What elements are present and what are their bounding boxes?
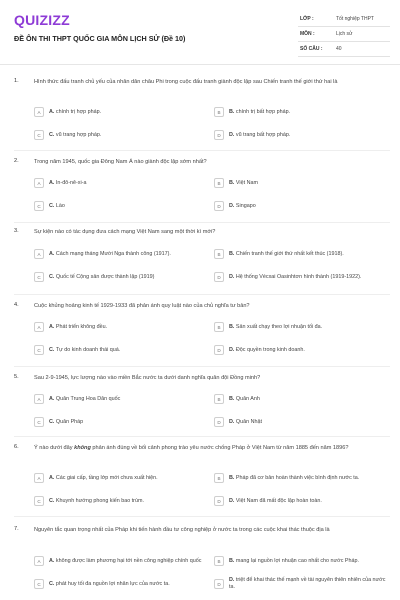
option-label: D. <box>229 577 235 584</box>
meta-label: SỐ CÂU : <box>300 46 323 52</box>
header-divider <box>0 64 400 65</box>
question-number: 2. <box>14 158 19 164</box>
question-number: 1. <box>14 78 19 84</box>
option-letter-box: B <box>214 249 224 259</box>
option-letter-box: C <box>34 201 44 211</box>
option-letter-box: A <box>34 556 44 566</box>
option-letter-box: B <box>214 556 224 566</box>
option-text: Phát triển không đều. <box>55 323 108 330</box>
option-d[interactable] <box>214 127 390 143</box>
option-a[interactable] <box>34 246 210 262</box>
option-d[interactable] <box>214 576 390 592</box>
option-text: Tự do kinh doanh thái quá. <box>55 346 121 353</box>
option-label: A. <box>49 179 55 186</box>
option-b[interactable] <box>214 391 390 407</box>
option-c[interactable] <box>34 576 210 592</box>
option-label: A. <box>49 395 55 402</box>
option-letter-box: A <box>34 107 44 117</box>
option-text: Hệ thống Vécxai Oasinhtơn hình thành (1919-1922). <box>235 273 362 280</box>
option-text: Singapo <box>235 202 256 209</box>
option-label: C. <box>49 131 55 138</box>
question-divider <box>14 150 390 151</box>
option-label: D. <box>229 346 235 353</box>
option-letter-box: D <box>214 579 224 589</box>
question-divider <box>14 222 390 223</box>
option-letter-box: C <box>34 496 44 506</box>
option-label: A. <box>49 108 55 115</box>
option-a[interactable] <box>34 553 210 569</box>
exam-title: ĐỀ ÔN THI THPT QUỐC GIA MÔN LỊCH SỬ (Đề 10) <box>14 34 186 43</box>
option-text: chính trị bất hợp pháp. <box>235 108 291 115</box>
option-letter-box: D <box>214 272 224 282</box>
meta-row-count <box>298 42 390 57</box>
option-d[interactable] <box>214 493 390 509</box>
option-b[interactable] <box>214 246 390 262</box>
option-b[interactable] <box>214 175 390 191</box>
meta-value: 40 <box>336 46 342 52</box>
option-label: D. <box>229 131 235 138</box>
question-number: 4. <box>14 302 19 308</box>
option-letter-box: B <box>214 473 224 483</box>
option-letter-box: C <box>34 272 44 282</box>
option-label: C. <box>49 580 55 587</box>
option-a[interactable] <box>34 470 210 486</box>
option-letter-box: B <box>214 107 224 117</box>
option-label: A. <box>49 474 55 481</box>
option-letter-box: B <box>214 322 224 332</box>
option-b[interactable] <box>214 104 390 120</box>
meta-label: MÔN : <box>300 31 315 37</box>
option-letter-box: A <box>34 178 44 188</box>
option-text: Sản xuất chạy theo lợi nhuận tối đa. <box>235 323 323 330</box>
option-text: không được làm phương hại tới nền công nghiệp chính quốc <box>55 557 202 564</box>
option-text: phát huy tối đa nguồn lợi nhân lực của nước ta. <box>55 580 170 587</box>
option-label: A. <box>49 323 55 330</box>
option-c[interactable] <box>34 414 210 430</box>
option-label: C. <box>49 497 55 504</box>
option-letter-box: D <box>214 496 224 506</box>
question-emphasis: không <box>74 445 91 451</box>
option-d[interactable] <box>214 198 390 214</box>
quizizz-logo: QUIZIZZ <box>14 12 70 28</box>
option-label: D. <box>229 497 235 504</box>
question-text: Cuộc khủng hoảng kinh tế 1929-1933 đã phản ánh quy luật nào của chủ nghĩa tư bản? <box>34 303 250 309</box>
question-number: 3. <box>14 228 19 234</box>
question-number: 7. <box>14 526 19 532</box>
option-label: B. <box>229 250 235 257</box>
option-text: mang lại nguồn lợi nhuận cao nhất cho nước Pháp. <box>235 557 359 564</box>
option-letter-box: D <box>214 345 224 355</box>
meta-row-subject <box>298 27 390 42</box>
question-text: Trong năm 1945, quốc gia Đông Nam Á nào giành độc lập sớm nhất? <box>34 159 207 165</box>
option-letter-box: B <box>214 178 224 188</box>
option-label: C. <box>49 202 55 209</box>
option-text: Chiến tranh thế giới thứ nhất kết thúc (1918). <box>235 250 344 257</box>
question-divider <box>14 366 390 367</box>
option-text: Quân Nhật <box>235 418 262 425</box>
question-number: 5. <box>14 374 19 380</box>
question-text: Ý nào dưới đây không phản ánh đúng về bối cảnh phong trào yêu nước chống Pháp ở Việt Nam từ năm 1885 đến năm 1896? <box>34 445 349 451</box>
option-c[interactable] <box>34 493 210 509</box>
option-a[interactable] <box>34 319 210 335</box>
option-label: B. <box>229 108 235 115</box>
option-text: vũ trang hợp pháp. <box>55 131 102 138</box>
option-d[interactable] <box>214 414 390 430</box>
question-divider <box>14 436 390 437</box>
meta-value: Tốt nghiệp THPT <box>336 16 374 22</box>
option-label: B. <box>229 395 235 402</box>
option-text: Quân Anh <box>235 395 260 402</box>
option-b[interactable] <box>214 470 390 486</box>
option-label: A. <box>49 250 55 257</box>
option-text: Pháp đã cơ bản hoàn thành việc bình định nước ta. <box>235 474 360 481</box>
question-text: Hình thức đấu tranh chủ yếu của nhân dân châu Phi trong cuộc đấu tranh giành độc lập sau Chiến tranh thế giới thứ hai là <box>34 79 338 85</box>
option-label: D. <box>229 273 235 280</box>
option-text: chính trị hợp pháp. <box>55 108 102 115</box>
option-letter-box: A <box>34 473 44 483</box>
option-text: Lào <box>55 202 65 209</box>
option-label: C. <box>49 346 55 353</box>
option-text: vũ trang bất hợp pháp. <box>235 131 291 138</box>
option-c[interactable] <box>34 198 210 214</box>
option-label: B. <box>229 474 235 481</box>
option-letter-box: C <box>34 345 44 355</box>
option-c[interactable] <box>34 127 210 143</box>
option-text: In-đô-nê-xi-a <box>55 179 87 186</box>
option-b[interactable] <box>214 319 390 335</box>
option-label: B. <box>229 179 235 186</box>
option-label: B. <box>229 557 235 564</box>
option-label: A. <box>49 557 55 564</box>
option-text: Độc quyền trong kinh doanh. <box>235 346 305 353</box>
option-text: Việt Nam đã mất độc lập hoàn toàn. <box>235 497 322 504</box>
option-text: Quốc tế Cộng sản được thành lập (1919) <box>55 273 155 280</box>
meta-value: Lịch sử <box>336 31 353 37</box>
option-letter-box: D <box>214 417 224 427</box>
meta-row-class <box>298 12 390 27</box>
option-d[interactable] <box>214 269 390 285</box>
option-text: Khuynh hướng phong kiến bao trùm. <box>55 497 144 504</box>
option-c[interactable] <box>34 269 210 285</box>
option-a[interactable] <box>34 391 210 407</box>
option-text: Các giai cấp, tầng lớp mới chưa xuất hiện. <box>55 474 158 481</box>
option-letter-box: C <box>34 130 44 140</box>
option-label: C. <box>49 418 55 425</box>
option-text: Việt Nam <box>235 179 258 186</box>
option-letter-box: C <box>34 417 44 427</box>
option-d[interactable] <box>214 342 390 358</box>
option-text: triệt để khai thác thế mạnh về tài nguyên thiên nhiên của nước ta. <box>229 577 386 590</box>
option-label: C. <box>49 273 55 280</box>
question-divider <box>14 294 390 295</box>
option-letter-box: A <box>34 249 44 259</box>
option-text: Quân Trung Hoa Dân quốc <box>55 395 121 402</box>
option-letter-box: B <box>214 394 224 404</box>
meta-label: LỚP : <box>300 16 314 22</box>
option-letter-box: A <box>34 322 44 332</box>
question-number: 6. <box>14 444 19 450</box>
option-letter-box: C <box>34 579 44 589</box>
option-label: D. <box>229 202 235 209</box>
question-divider <box>14 516 390 517</box>
option-text: Quân Pháp <box>55 418 84 425</box>
question-text: Sau 2-9-1945, lực lượng nào vào miền Bắc nước ta dưới danh nghĩa quân đội Đồng minh? <box>34 375 261 381</box>
question-text: Sự kiện nào có tác dụng đưa cách mạng Việt Nam sang một thời kì mới? <box>34 229 216 235</box>
option-a[interactable] <box>34 104 210 120</box>
option-label: D. <box>229 418 235 425</box>
option-a[interactable] <box>34 175 210 191</box>
exam-meta <box>298 12 390 57</box>
option-label: B. <box>229 323 235 330</box>
option-text: Cách mạng tháng Mười Nga thành công (1917). <box>55 250 171 257</box>
option-b[interactable] <box>214 553 390 569</box>
option-letter-box: A <box>34 394 44 404</box>
option-c[interactable] <box>34 342 210 358</box>
question-text: Nguyên tắc quan trọng nhất của Pháp khi tiến hành đầu tư công nghiệp ở nước ta trong các cuộc khai thác thuộc địa là <box>34 527 330 533</box>
option-letter-box: D <box>214 130 224 140</box>
option-letter-box: D <box>214 201 224 211</box>
